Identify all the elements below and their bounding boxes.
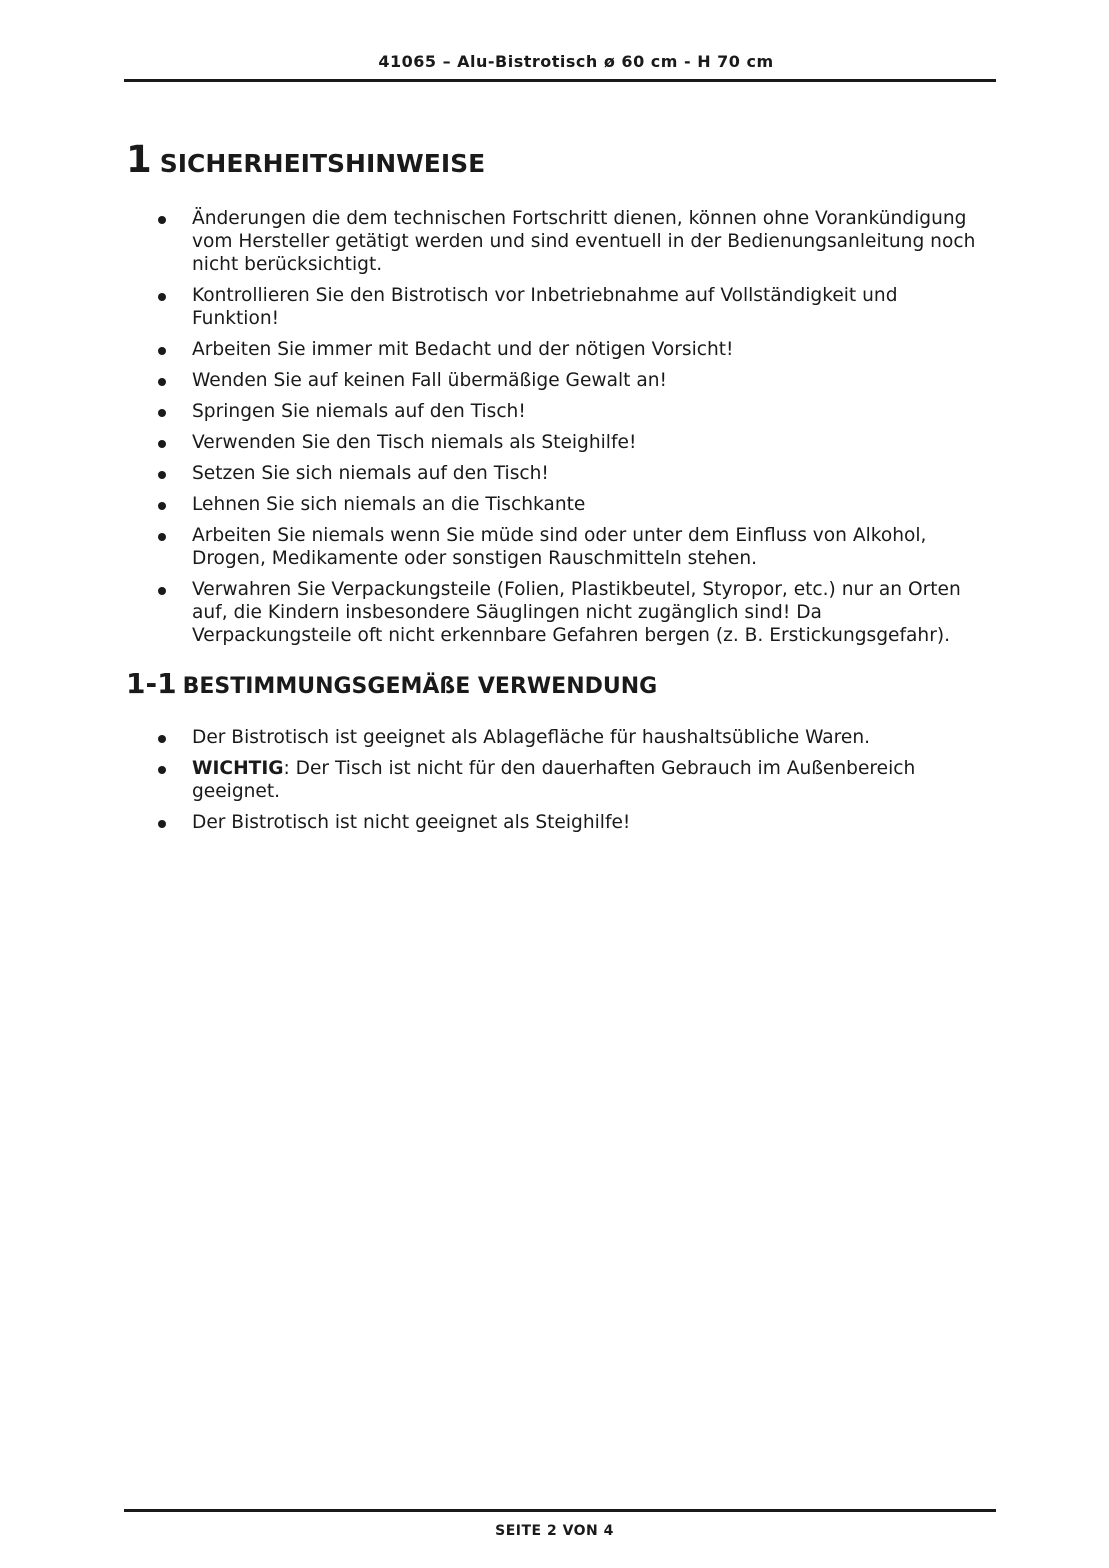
page-number: SEITE 2 VON 4 — [495, 1523, 614, 1539]
list-item — [0, 338, 982, 361]
section-heading-intended-use — [126, 667, 657, 700]
footer-divider — [124, 1509, 996, 1512]
bullet-icon — [158, 766, 166, 774]
bullet-icon — [158, 440, 166, 448]
list-item-text: Verwenden Sie den Tisch niemals als Steighilfe! — [192, 432, 637, 453]
section-number: 1 — [126, 138, 152, 181]
bullet-icon — [158, 587, 166, 595]
list-item — [0, 726, 982, 749]
safety-list — [0, 207, 1000, 655]
bullet-icon — [158, 347, 166, 355]
bullet-icon — [158, 471, 166, 479]
list-item-text: Der Bistrotisch ist nicht geeignet als Steighilfe! — [192, 812, 631, 833]
section-heading-safety — [126, 138, 485, 181]
bullet-icon — [158, 533, 166, 541]
list-item — [0, 578, 982, 647]
bullet-icon — [158, 378, 166, 386]
list-item-text: : Der Tisch ist nicht für den dauerhaften Gebrauch im Außenbereich geeignet. — [192, 758, 916, 802]
list-item-text: Änderungen die dem technischen Fortschritt dienen, können ohne Vorankündigung vom Hersteller getätigt werden und sind eventuell in der Bedienungsanleitung noch nicht berücksichtigt. — [192, 208, 976, 275]
header-divider — [124, 79, 996, 82]
list-item — [0, 811, 982, 834]
section-number: 1-1 — [126, 667, 177, 700]
important-label: WICHTIG — [192, 758, 284, 779]
document-header-title: 41065 – Alu-Bistrotisch ø 60 cm - H 70 cm — [378, 52, 774, 71]
bullet-icon — [158, 409, 166, 417]
list-item — [0, 369, 982, 392]
bullet-icon — [158, 216, 166, 224]
list-item — [0, 493, 982, 516]
list-item-text: Setzen Sie sich niemals auf den Tisch! — [192, 463, 549, 484]
list-item — [0, 284, 982, 330]
section-title: SICHERHEITSHINWEISE — [159, 149, 486, 178]
list-item-text: Springen Sie niemals auf den Tisch! — [192, 401, 526, 422]
bullet-icon — [158, 735, 166, 743]
list-item-text: Arbeiten Sie niemals wenn Sie müde sind oder unter dem Einfluss von Alkohol, Drogen, Medikamente oder sonstigen Rauschmitteln stehen. — [192, 525, 927, 569]
list-item — [0, 757, 982, 803]
list-item-text: Wenden Sie auf keinen Fall übermäßige Gewalt an! — [192, 370, 667, 391]
bullet-icon — [158, 502, 166, 510]
list-item-text: Lehnen Sie sich niemals an die Tischkante — [192, 494, 586, 515]
list-item — [0, 462, 982, 485]
list-item-text: Kontrollieren Sie den Bistrotisch vor Inbetriebnahme auf Vollständigkeit und Funktion! — [192, 285, 898, 329]
list-item — [0, 400, 982, 423]
intended-use-list — [0, 726, 1000, 842]
list-item-text: Verwahren Sie Verpackungsteile (Folien, Plastikbeutel, Styropor, etc.) nur an Orten auf, die Kindern insbesondere Säuglingen nicht zugänglich sind! Da Verpackungsteile oft nicht erkennbare Gefahren bergen (z. B. Erstickungsgefahr). — [192, 579, 961, 646]
bullet-icon — [158, 820, 166, 828]
section-title: BESTIMMUNGSGEMÄßE VERWENDUNG — [182, 674, 658, 699]
bullet-icon — [158, 293, 166, 301]
list-item — [0, 431, 982, 454]
list-item — [0, 524, 982, 570]
list-item-text: Der Bistrotisch ist geeignet als Ablagefläche für haushaltsübliche Waren. — [192, 727, 871, 748]
list-item-text: Arbeiten Sie immer mit Bedacht und der nötigen Vorsicht! — [192, 339, 734, 360]
list-item — [0, 207, 982, 276]
